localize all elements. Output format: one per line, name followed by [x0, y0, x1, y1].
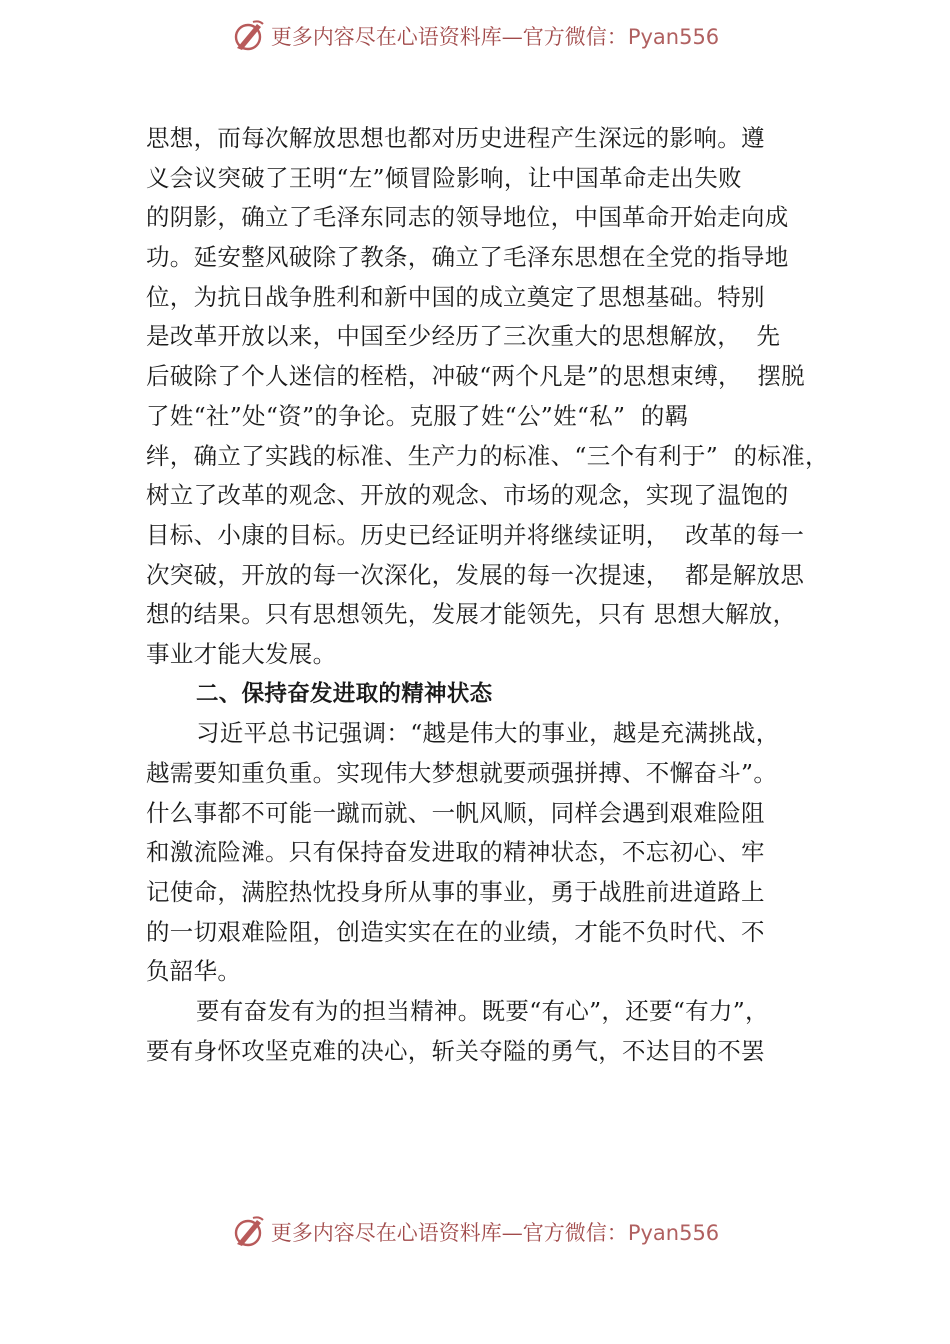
pen-circle-logo-icon — [231, 1214, 267, 1250]
body-line: 要有奋发有为的担当精神。既要“有心”，还要“有力”， — [196, 997, 769, 1026]
body-line: 树立了改革的观念、开放的观念、市场的观念，实现了温饱的 — [146, 481, 789, 510]
footer-banner-id: Pyan556 — [627, 1221, 720, 1245]
body-line: 绊，确立了实践的标准、生产力的标准、“三个有利于” 的标准， — [146, 441, 829, 470]
body-line: 思想，而每次解放思想也都对历史进程产生深远的影响。遵 — [146, 124, 765, 152]
body-line: 的阴影，确立了毛泽东同志的领导地位，中国革命开始走向成 — [146, 203, 789, 232]
body-line: 了姓“社”处“资”的争论。克服了姓“公”姓“私” 的羁 — [146, 401, 689, 430]
footer-banner-prefix: 更多内容尽在心语资料库—官方微信： — [270, 1221, 628, 1245]
body-line: 记使命，满腔热忱投身所从事的事业，勇于战胜前进道路上 — [146, 878, 765, 907]
body-line: 后破除了个人迷信的桎梏，冲破“两个凡是”的思想束缚， 摆脱 — [146, 362, 805, 391]
body-line: 的一切艰难险阻，创造实实在在的业绩，才能不负时代、不 — [146, 917, 765, 946]
body-line: 次突破，开放的每一次深化，发展的每一次提速， 都是解放思 — [146, 560, 805, 589]
body-line: 位，为抗日战争胜利和新中国的成立奠定了思想基础。特别 — [146, 282, 765, 311]
footer-banner-text — [271, 1217, 719, 1247]
body-line: 要有身怀攻坚克难的决心，斩关夺隘的勇气，不达目的不罢 — [146, 1036, 765, 1065]
body-line: 习近平总书记强调：“越是伟大的事业，越是充满挑战， — [196, 719, 780, 748]
body-line: 事业才能大发展。 — [146, 639, 337, 668]
header-banner — [0, 16, 950, 56]
pen-circle-logo-icon — [231, 18, 267, 54]
body-line: 目标、小康的目标。历史已经证明并将继续证明， 改革的每一 — [146, 520, 805, 549]
body-line: 功。延安整风破除了教条，确立了毛泽东思想在全党的指导地 — [146, 243, 789, 272]
footer-banner — [0, 1212, 950, 1252]
header-banner-id: Pyan556 — [627, 25, 720, 49]
header-banner-prefix: 更多内容尽在心语资料库—官方微信： — [270, 25, 628, 49]
body-line: 什么事都不可能一蹴而就、一帆风顺，同样会遇到艰难险阻 — [146, 798, 765, 827]
body-line: 义会议突破了王明“左”倾冒险影响，让中国革命走出失败 — [146, 163, 742, 192]
body-line: 和激流险滩。只有保持奋发进取的精神状态，不忘初心、牢 — [146, 838, 765, 867]
body-line: 想的结果。只有思想领先，发展才能领先，只有 思想大解放， — [146, 600, 797, 629]
body-line: 越需要知重负重。实现伟大梦想就要顽强拼搏、不懈奋斗”。 — [146, 759, 778, 787]
document-body — [146, 119, 846, 1072]
body-line: 是改革开放以来，中国至少经历了三次重大的思想解放， 先 — [146, 322, 781, 351]
body-line: 负韶华。 — [146, 957, 242, 986]
section-heading: 二、保持奋发进取的精神状态 — [196, 680, 493, 707]
header-banner-text — [271, 21, 719, 51]
